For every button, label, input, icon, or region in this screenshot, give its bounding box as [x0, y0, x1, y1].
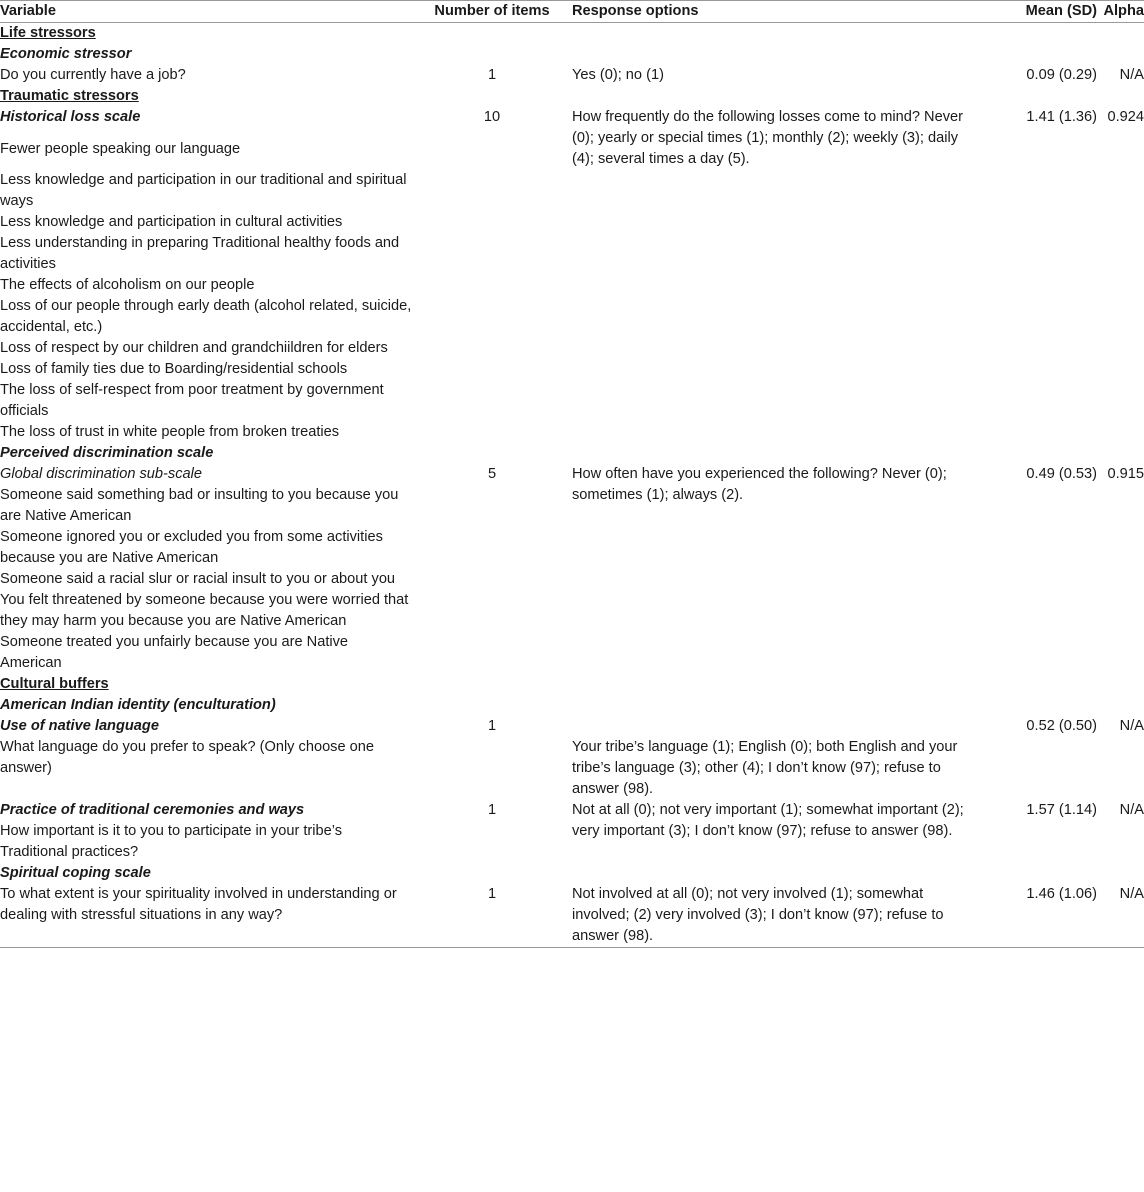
- alpha-cell: [1097, 338, 1144, 359]
- mean-cell: [975, 296, 1097, 338]
- items-cell: [412, 44, 572, 65]
- mean-cell: [975, 233, 1097, 275]
- variable-label: You felt threatened by someone because you were worried that they may harm you because you are Native American: [0, 592, 409, 629]
- items-cell: [412, 296, 572, 338]
- variable-label: Global discrimination sub-scale: [0, 466, 202, 482]
- variable-cell: [0, 380, 412, 422]
- response-cell: [572, 170, 975, 212]
- variable-label: How important is it to you to participate in your tribe’s Traditional practices?: [0, 823, 343, 860]
- items-cell: 1: [487, 802, 497, 818]
- items-cell: [412, 23, 572, 45]
- mean-cell: [975, 737, 1097, 800]
- table-row: [0, 737, 1144, 800]
- response-cell: [572, 674, 975, 695]
- items-cell: [412, 380, 572, 422]
- alpha-cell: [1097, 170, 1144, 212]
- variable-label: The loss of trust in white people from broken treaties: [0, 424, 340, 440]
- variable-label: Less knowledge and participation in our traditional and spiritual ways: [0, 172, 407, 209]
- variable-label: Less understanding in preparing Traditional healthy foods and activities: [0, 235, 400, 272]
- subsection-row: [0, 863, 1144, 884]
- mean-cell: 1.46 (1.06): [975, 884, 1097, 948]
- alpha-cell: [1097, 23, 1144, 45]
- table-row: [0, 569, 1144, 590]
- subsection-row: [0, 464, 1144, 485]
- mean-cell: [975, 44, 1097, 65]
- table-row: [0, 632, 1144, 674]
- mean-cell: [975, 380, 1097, 422]
- variable-cell: [0, 359, 412, 380]
- variable-cell: [0, 716, 412, 737]
- variable-cell: [0, 422, 412, 443]
- table-row: [0, 170, 1144, 212]
- mean-cell: [975, 23, 1097, 45]
- variable-label: Spiritual coping scale: [0, 865, 151, 881]
- variable-label: Practice of traditional ceremonies and ways: [0, 802, 305, 818]
- alpha-cell: [1097, 590, 1144, 632]
- response-cell: [572, 443, 975, 464]
- header-number-of-items: Number of items: [412, 1, 572, 23]
- variable-cell: [0, 296, 412, 338]
- variable-label: Loss of respect by our children and grandchiildren for elders: [0, 340, 388, 356]
- variable-label: Use of native language: [0, 718, 159, 734]
- variable-label: Life stressors: [0, 25, 96, 41]
- table-row: [0, 527, 1144, 569]
- subsection-row: [0, 716, 1144, 737]
- response-cell: [572, 212, 975, 233]
- variable-cell: [0, 170, 412, 212]
- mean-cell: [975, 86, 1097, 107]
- table-row: [0, 275, 1144, 296]
- items-cell: [412, 86, 572, 107]
- table-row: [0, 884, 1144, 948]
- alpha-cell: [1097, 380, 1144, 422]
- alpha-cell: [1097, 233, 1144, 275]
- mean-cell: [975, 170, 1097, 212]
- items-cell: [412, 590, 572, 632]
- variable-label: Someone ignored you or excluded you from some activities because you are Native American: [0, 529, 383, 566]
- response-cell: Yes (0); no (1): [572, 67, 664, 83]
- response-cell: [572, 590, 975, 632]
- variable-cell: [0, 86, 412, 107]
- mean-cell: [975, 443, 1097, 464]
- alpha-cell: [1097, 44, 1144, 65]
- variable-label: Do you currently have a job?: [0, 67, 186, 83]
- variable-cell: [0, 569, 412, 590]
- variable-label: Perceived discrimination scale: [0, 445, 214, 461]
- table-row: [0, 590, 1144, 632]
- variable-label: Someone said something bad or insulting to you because you are Native American: [0, 487, 399, 524]
- mean-cell: [975, 275, 1097, 296]
- alpha-cell: N/A: [1119, 802, 1144, 818]
- alpha-cell: 0.924: [1107, 109, 1144, 125]
- variable-cell: [0, 527, 412, 569]
- items-cell: [412, 338, 572, 359]
- variable-cell: [0, 443, 412, 464]
- mean-cell: [975, 422, 1097, 443]
- table-row: [0, 422, 1144, 443]
- alpha-cell: [1097, 275, 1144, 296]
- mean-cell: [975, 527, 1097, 569]
- header-row: [0, 1, 1144, 23]
- variable-label: Someone treated you unfairly because you are Native American: [0, 634, 349, 671]
- alpha-cell: [1097, 527, 1144, 569]
- variable-label: Someone said a racial slur or racial insult to you or about you: [0, 571, 396, 587]
- variable-label: What language do you prefer to speak? (Only choose one answer): [0, 739, 375, 776]
- items-cell: 1: [487, 718, 497, 734]
- items-cell: [412, 170, 572, 212]
- variable-cell: [0, 233, 412, 275]
- items-cell: 1: [487, 67, 497, 83]
- response-cell: [572, 23, 975, 45]
- response-cell: [572, 632, 975, 674]
- mean-cell: [975, 590, 1097, 632]
- variable-cell: [0, 139, 412, 171]
- items-cell: [412, 359, 572, 380]
- table-row: [0, 233, 1144, 275]
- items-cell: [412, 212, 572, 233]
- response-cell: Not involved at all (0); not very involved (1); somewhat involved; (2) very involved (3); I don’t know (97); refuse to answer (98).: [572, 884, 975, 948]
- mean-cell: 1.57 (1.14): [1026, 802, 1097, 818]
- alpha-cell: N/A: [1119, 67, 1144, 83]
- subsection-row: [0, 107, 1144, 139]
- variable-cell: [0, 464, 412, 485]
- mean-cell: [975, 632, 1097, 674]
- mean-cell: [975, 674, 1097, 695]
- variable-cell: [0, 275, 412, 296]
- items-cell: [412, 569, 572, 590]
- response-cell: [572, 44, 975, 65]
- items-cell: [412, 443, 572, 464]
- variable-cell: [0, 107, 412, 139]
- alpha-cell: [1097, 695, 1144, 716]
- variable-label: Loss of family ties due to Boarding/residential schools: [0, 361, 348, 377]
- items-cell: 10: [483, 109, 501, 125]
- alpha-cell: [1097, 737, 1144, 800]
- variable-label: The effects of alcoholism on our people: [0, 277, 255, 293]
- alpha-cell: [1097, 632, 1144, 674]
- response-cell: [572, 296, 975, 338]
- section-row: [0, 674, 1144, 695]
- variable-cell: [0, 884, 412, 948]
- response-cell: [572, 86, 975, 107]
- variable-cell: [0, 590, 412, 632]
- header-alpha: Alpha: [1097, 1, 1144, 23]
- section-row: [0, 23, 1144, 45]
- mean-cell: [975, 359, 1097, 380]
- mean-cell: [975, 695, 1097, 716]
- subsection-row: [0, 443, 1144, 464]
- response-cell: [572, 275, 975, 296]
- variable-label: To what extent is your spirituality involved in understanding or dealing with stressful situations in any way?: [0, 886, 397, 923]
- table-row: [0, 65, 1144, 86]
- variable-cell: [0, 44, 412, 65]
- response-cell: [572, 380, 975, 422]
- mean-cell: [975, 212, 1097, 233]
- variable-cell: [0, 212, 412, 233]
- alpha-cell: 0.915: [1107, 466, 1144, 482]
- mean-cell: 1.41 (1.36): [1026, 109, 1097, 125]
- items-cell: [412, 422, 572, 443]
- variable-cell: [0, 674, 412, 695]
- variable-cell: [0, 65, 412, 86]
- variable-label: Cultural buffers: [0, 676, 109, 692]
- items-cell: 5: [487, 466, 497, 482]
- subsection-row: [0, 695, 1144, 716]
- alpha-cell: [1097, 86, 1144, 107]
- items-cell: [412, 674, 572, 695]
- items-cell: 1: [412, 884, 572, 948]
- table-row: [0, 296, 1144, 338]
- section-row: [0, 86, 1144, 107]
- variable-label: Economic stressor: [0, 46, 132, 62]
- alpha-cell: [1097, 569, 1144, 590]
- alpha-cell: N/A: [1097, 884, 1144, 948]
- variable-label: The loss of self-respect from poor treatment by government officials: [0, 382, 384, 419]
- response-cell: [572, 527, 975, 569]
- response-cell: [572, 569, 975, 590]
- variable-cell: [0, 800, 412, 821]
- alpha-cell: [1097, 422, 1144, 443]
- response-cell: Your tribe’s language (1); English (0); both English and your tribe’s language (3); other (4); I don’t know (97); refuse to answer (98).: [572, 739, 958, 797]
- items-cell: [412, 737, 572, 800]
- variable-cell: [0, 863, 412, 884]
- variable-cell: [0, 632, 412, 674]
- alpha-cell: [1097, 863, 1144, 884]
- variable-cell: [0, 23, 412, 45]
- items-cell: [412, 863, 572, 884]
- items-cell: [412, 233, 572, 275]
- response-cell: [572, 863, 975, 884]
- table-row: [0, 359, 1144, 380]
- table-row: [0, 338, 1144, 359]
- subsection-row: [0, 44, 1144, 65]
- variable-cell: [0, 737, 412, 800]
- table-row: [0, 212, 1144, 233]
- alpha-cell: [1097, 296, 1144, 338]
- variable-label: Loss of our people through early death (alcohol related, suicide, accidental, etc.): [0, 298, 412, 335]
- response-cell: How often have you experienced the following? Never (0); sometimes (1); always (2).: [572, 466, 947, 503]
- variable-label: Traumatic stressors: [0, 88, 139, 104]
- variable-cell: [0, 695, 412, 716]
- variable-cell: [0, 821, 412, 863]
- subsection-row: [0, 800, 1144, 821]
- response-cell: [572, 338, 975, 359]
- items-cell: [412, 695, 572, 716]
- response-cell: [572, 359, 975, 380]
- response-cell: [572, 716, 975, 737]
- header-response-options: Response options: [572, 1, 975, 23]
- response-cell: [572, 695, 975, 716]
- mean-cell: 0.09 (0.29): [1026, 67, 1097, 83]
- alpha-cell: [1097, 212, 1144, 233]
- alpha-cell: [1097, 674, 1144, 695]
- response-cell: Not at all (0); not very important (1); somewhat important (2); very important (3); I don’t know (97); refuse to answer (98).: [572, 802, 964, 839]
- variable-label: American Indian identity (enculturation): [0, 697, 276, 713]
- table-row: [0, 380, 1144, 422]
- items-cell: [412, 632, 572, 674]
- variable-label: Less knowledge and participation in cultural activities: [0, 214, 343, 230]
- header-variable: Variable: [0, 1, 412, 23]
- variable-cell: [0, 338, 412, 359]
- response-cell: How frequently do the following losses come to mind? Never (0); yearly or special times (1); monthly (2); weekly (3); daily (4); several times a day (5).: [572, 109, 963, 167]
- alpha-cell: [1097, 359, 1144, 380]
- mean-cell: 0.52 (0.50): [1026, 718, 1097, 734]
- variable-label: Historical loss scale: [0, 109, 141, 125]
- mean-cell: [975, 569, 1097, 590]
- response-cell: [572, 233, 975, 275]
- items-cell: [412, 275, 572, 296]
- mean-cell: 0.49 (0.53): [1026, 466, 1097, 482]
- mean-cell: [975, 863, 1097, 884]
- header-mean-sd: Mean (SD): [975, 1, 1097, 23]
- variable-label: Fewer people speaking our language: [0, 140, 241, 157]
- items-cell: [412, 527, 572, 569]
- alpha-cell: [1097, 443, 1144, 464]
- alpha-cell: N/A: [1119, 718, 1144, 734]
- response-cell: [572, 422, 975, 443]
- variable-cell: [0, 485, 412, 527]
- mean-cell: [975, 338, 1097, 359]
